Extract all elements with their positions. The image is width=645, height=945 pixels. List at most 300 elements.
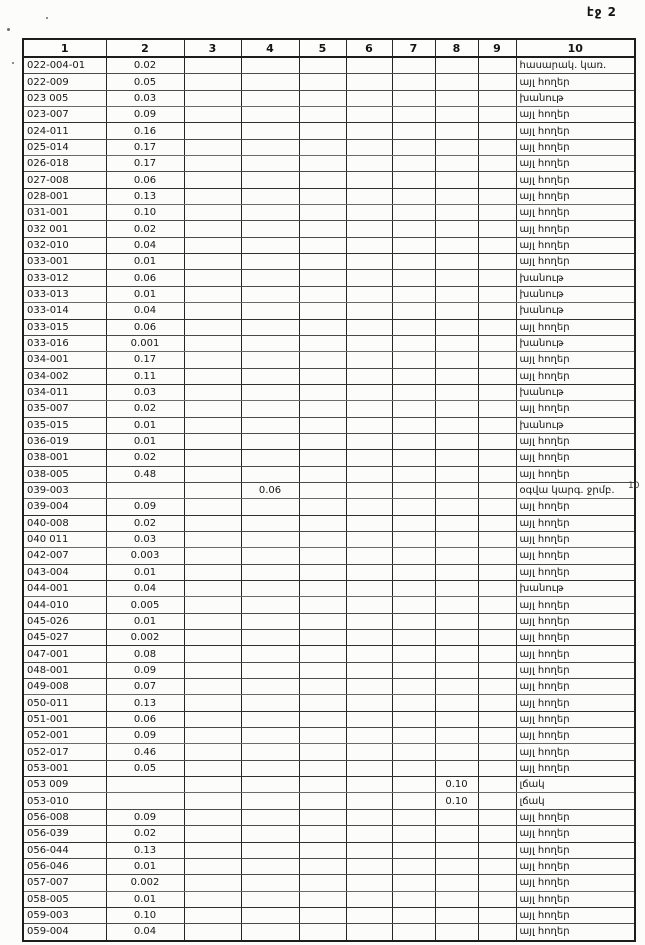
table-row: [23, 760, 635, 776]
land-type-cell: հասարակ. կառ.: [516, 57, 635, 74]
land-type-cell: այլ հողեր: [516, 630, 635, 646]
parcel-code-cell: 033-012: [23, 270, 106, 286]
value-cell: [346, 123, 392, 139]
value-cell: [241, 433, 299, 449]
value-cell: [392, 368, 435, 384]
land-type-cell: խանութ: [516, 335, 635, 351]
value-cell: [299, 531, 346, 547]
value-cell: [184, 695, 241, 711]
value-cell: [478, 777, 516, 793]
value-cell: [299, 107, 346, 123]
value-cell: [478, 139, 516, 155]
value-cell: [346, 760, 392, 776]
parcel-code-cell: 047-001: [23, 646, 106, 662]
table-row: [23, 205, 635, 221]
value-cell: [478, 842, 516, 858]
value-cell: [346, 139, 392, 155]
value-cell: [299, 907, 346, 923]
table-row: [23, 564, 635, 580]
value-cell: 0.01: [106, 286, 184, 302]
value-cell: [241, 107, 299, 123]
value-cell: [392, 466, 435, 482]
value-cell: [241, 57, 299, 74]
value-cell: [392, 760, 435, 776]
value-cell: [435, 188, 478, 204]
value-cell: [392, 695, 435, 711]
value-cell: [478, 450, 516, 466]
value-cell: [346, 417, 392, 433]
parcel-code-cell: 056-044: [23, 842, 106, 858]
value-cell: [392, 188, 435, 204]
value-cell: [346, 221, 392, 237]
land-type-cell: այլ հողեր: [516, 597, 635, 613]
parcel-code-cell: 027-008: [23, 172, 106, 188]
value-cell: 0.09: [106, 499, 184, 515]
value-cell: [478, 548, 516, 564]
value-cell: [346, 303, 392, 319]
land-type-cell: այլ հողեր: [516, 548, 635, 564]
table-row: [23, 711, 635, 727]
parcel-code-cell: 052-017: [23, 744, 106, 760]
table-row: [23, 172, 635, 188]
value-cell: [241, 286, 299, 302]
value-cell: [241, 679, 299, 695]
parcel-code-cell: 033-014: [23, 303, 106, 319]
value-cell: [184, 384, 241, 400]
value-cell: [241, 352, 299, 368]
value-cell: [241, 205, 299, 221]
value-cell: [478, 646, 516, 662]
land-type-cell: այլ հողեր: [516, 646, 635, 662]
value-cell: [478, 630, 516, 646]
column-header: 10: [516, 39, 635, 57]
value-cell: [184, 156, 241, 172]
value-cell: [241, 335, 299, 351]
value-cell: 0.005: [106, 597, 184, 613]
value-cell: [478, 221, 516, 237]
value-cell: [184, 826, 241, 842]
value-cell: [346, 482, 392, 498]
value-cell: [478, 662, 516, 678]
value-cell: [106, 777, 184, 793]
value-cell: [392, 254, 435, 270]
table-row: [23, 630, 635, 646]
value-cell: 0.17: [106, 156, 184, 172]
table-row: [23, 335, 635, 351]
value-cell: [299, 842, 346, 858]
value-cell: 0.04: [106, 303, 184, 319]
value-cell: [184, 907, 241, 923]
value-cell: [478, 172, 516, 188]
value-cell: [435, 842, 478, 858]
parcel-code-cell: 028-001: [23, 188, 106, 204]
value-cell: [241, 760, 299, 776]
value-cell: [346, 695, 392, 711]
value-cell: [435, 744, 478, 760]
value-cell: [346, 254, 392, 270]
value-cell: [184, 270, 241, 286]
table-row: [23, 384, 635, 400]
value-cell: [346, 335, 392, 351]
table-row: [23, 303, 635, 319]
value-cell: [435, 482, 478, 498]
table-row: [23, 548, 635, 564]
value-cell: [299, 858, 346, 874]
land-type-cell: այլ հողեր: [516, 188, 635, 204]
land-type-cell: այլ հողեր: [516, 139, 635, 155]
value-cell: [299, 368, 346, 384]
value-cell: [184, 875, 241, 891]
value-cell: [435, 90, 478, 106]
value-cell: [392, 711, 435, 727]
value-cell: 0.04: [106, 924, 184, 941]
value-cell: [435, 695, 478, 711]
value-cell: 0.09: [106, 662, 184, 678]
parcel-code-cell: 053-001: [23, 760, 106, 776]
value-cell: 0.02: [106, 57, 184, 74]
value-cell: [478, 352, 516, 368]
value-cell: [299, 679, 346, 695]
parcel-code-cell: 034-011: [23, 384, 106, 400]
value-cell: [184, 548, 241, 564]
value-cell: [478, 564, 516, 580]
value-cell: 0.02: [106, 450, 184, 466]
value-cell: [346, 286, 392, 302]
value-cell: 0.13: [106, 695, 184, 711]
table-row: [23, 891, 635, 907]
value-cell: [478, 335, 516, 351]
value-cell: [184, 499, 241, 515]
value-cell: [346, 875, 392, 891]
value-cell: [299, 809, 346, 825]
table-row: [23, 156, 635, 172]
value-cell: [392, 417, 435, 433]
table-row: [23, 57, 635, 74]
parcel-code-cell: 032-010: [23, 237, 106, 253]
value-cell: [346, 891, 392, 907]
value-cell: [241, 662, 299, 678]
value-cell: [299, 286, 346, 302]
value-cell: [478, 156, 516, 172]
value-cell: [346, 466, 392, 482]
parcel-code-cell: 056-008: [23, 809, 106, 825]
value-cell: 0.04: [106, 581, 184, 597]
value-cell: [435, 433, 478, 449]
value-cell: [299, 335, 346, 351]
value-cell: [299, 90, 346, 106]
table-row: [23, 695, 635, 711]
value-cell: [478, 924, 516, 941]
value-cell: [392, 352, 435, 368]
parcel-code-cell: 033-015: [23, 319, 106, 335]
value-cell: [392, 450, 435, 466]
land-type-cell: այլ հողեր: [516, 662, 635, 678]
table-row: [23, 728, 635, 744]
parcel-code-cell: 056-046: [23, 858, 106, 874]
value-cell: [478, 613, 516, 629]
value-cell: 0.05: [106, 760, 184, 776]
value-cell: [392, 482, 435, 498]
value-cell: [299, 172, 346, 188]
parcel-code-cell: 043-004: [23, 564, 106, 580]
table-row: [23, 531, 635, 547]
parcel-code-cell: 023 005: [23, 90, 106, 106]
value-cell: [392, 548, 435, 564]
land-type-cell: այլ հողեր: [516, 450, 635, 466]
value-cell: [241, 139, 299, 155]
value-cell: [346, 548, 392, 564]
value-cell: [435, 679, 478, 695]
value-cell: [435, 564, 478, 580]
value-cell: [478, 891, 516, 907]
value-cell: [435, 515, 478, 531]
value-cell: [184, 188, 241, 204]
parcel-code-cell: 052-001: [23, 728, 106, 744]
value-cell: [346, 858, 392, 874]
land-type-cell: խանութ: [516, 286, 635, 302]
value-cell: [392, 74, 435, 90]
value-cell: [346, 90, 392, 106]
column-header: 9: [478, 39, 516, 57]
table-row: [23, 368, 635, 384]
value-cell: 0.02: [106, 221, 184, 237]
value-cell: [299, 613, 346, 629]
table-row: [23, 793, 635, 809]
value-cell: 0.07: [106, 679, 184, 695]
value-cell: 0.001: [106, 335, 184, 351]
value-cell: [241, 368, 299, 384]
value-cell: [346, 793, 392, 809]
table-row: [23, 662, 635, 678]
parcel-code-cell: 033-013: [23, 286, 106, 302]
parcel-code-cell: 045-027: [23, 630, 106, 646]
value-cell: [184, 858, 241, 874]
value-cell: [241, 858, 299, 874]
value-cell: [478, 760, 516, 776]
value-cell: [299, 156, 346, 172]
parcel-code-cell: 053-010: [23, 793, 106, 809]
value-cell: [346, 450, 392, 466]
value-cell: [241, 891, 299, 907]
value-cell: [299, 205, 346, 221]
value-cell: 0.11: [106, 368, 184, 384]
land-type-cell: այլ հողեր: [516, 499, 635, 515]
value-cell: [392, 433, 435, 449]
value-cell: [435, 286, 478, 302]
value-cell: [299, 875, 346, 891]
value-cell: [392, 809, 435, 825]
value-cell: 0.01: [106, 858, 184, 874]
value-cell: [435, 335, 478, 351]
land-type-cell: այլ հողեր: [516, 368, 635, 384]
value-cell: [435, 139, 478, 155]
land-type-cell: այլ հողեր: [516, 74, 635, 90]
value-cell: [299, 319, 346, 335]
value-cell: [241, 515, 299, 531]
value-cell: [392, 123, 435, 139]
value-cell: [184, 482, 241, 498]
value-cell: [184, 90, 241, 106]
value-cell: 0.13: [106, 842, 184, 858]
table-row: [23, 417, 635, 433]
value-cell: 0.06: [106, 270, 184, 286]
value-cell: [435, 711, 478, 727]
value-cell: [241, 581, 299, 597]
value-cell: [241, 744, 299, 760]
value-cell: 0.03: [106, 90, 184, 106]
value-cell: [478, 515, 516, 531]
value-cell: 0.16: [106, 123, 184, 139]
value-cell: [184, 809, 241, 825]
value-cell: [478, 907, 516, 923]
value-cell: [241, 401, 299, 417]
value-cell: [241, 826, 299, 842]
value-cell: [346, 156, 392, 172]
value-cell: [184, 352, 241, 368]
value-cell: 0.003: [106, 548, 184, 564]
value-cell: [392, 907, 435, 923]
table-row: [23, 254, 635, 270]
value-cell: [299, 548, 346, 564]
land-type-cell: այլ հողեր: [516, 728, 635, 744]
value-cell: [392, 57, 435, 74]
value-cell: [392, 303, 435, 319]
value-cell: [184, 564, 241, 580]
value-cell: [346, 270, 392, 286]
value-cell: [435, 826, 478, 842]
value-cell: [184, 254, 241, 270]
value-cell: [241, 564, 299, 580]
value-cell: [184, 74, 241, 90]
value-cell: 0.09: [106, 728, 184, 744]
scan-speck: [7, 28, 10, 31]
table-row: [23, 581, 635, 597]
value-cell: [435, 205, 478, 221]
land-type-cell: այլ հողեր: [516, 107, 635, 123]
value-cell: [241, 809, 299, 825]
table-row: [23, 107, 635, 123]
value-cell: [478, 107, 516, 123]
land-type-cell: այլ հողեր: [516, 221, 635, 237]
land-type-cell: այլ հողեր: [516, 205, 635, 221]
value-cell: [299, 352, 346, 368]
table-row: [23, 597, 635, 613]
value-cell: [392, 90, 435, 106]
table-row: [23, 466, 635, 482]
value-cell: [435, 450, 478, 466]
land-type-cell: այլ հողեր: [516, 156, 635, 172]
value-cell: [346, 662, 392, 678]
value-cell: [241, 646, 299, 662]
parcel-code-cell: 022-009: [23, 74, 106, 90]
table-row: [23, 433, 635, 449]
value-cell: [299, 728, 346, 744]
value-cell: [435, 858, 478, 874]
table-body: [23, 57, 635, 941]
value-cell: [435, 875, 478, 891]
value-cell: [435, 237, 478, 253]
value-cell: [184, 237, 241, 253]
value-cell: [435, 303, 478, 319]
value-cell: [346, 368, 392, 384]
value-cell: [241, 74, 299, 90]
value-cell: [184, 57, 241, 74]
value-cell: [299, 662, 346, 678]
margin-note: 10: [628, 481, 640, 491]
parcel-code-cell: 038-005: [23, 466, 106, 482]
parcel-code-cell: 059-003: [23, 907, 106, 923]
value-cell: [478, 286, 516, 302]
value-cell: [392, 335, 435, 351]
value-cell: [299, 270, 346, 286]
land-type-cell: այլ հողեր: [516, 564, 635, 580]
value-cell: [346, 384, 392, 400]
value-cell: 0.01: [106, 891, 184, 907]
value-cell: [435, 57, 478, 74]
land-type-cell: այլ հողեր: [516, 744, 635, 760]
value-cell: [392, 156, 435, 172]
land-type-cell: խանութ: [516, 417, 635, 433]
value-cell: [392, 858, 435, 874]
value-cell: [184, 466, 241, 482]
value-cell: [346, 711, 392, 727]
value-cell: 0.01: [106, 254, 184, 270]
value-cell: [478, 695, 516, 711]
value-cell: [299, 646, 346, 662]
value-cell: [478, 433, 516, 449]
land-type-cell: խանութ: [516, 384, 635, 400]
value-cell: 0.03: [106, 384, 184, 400]
value-cell: [299, 891, 346, 907]
value-cell: [392, 270, 435, 286]
value-cell: [241, 237, 299, 253]
value-cell: [392, 777, 435, 793]
value-cell: [184, 319, 241, 335]
table-row: [23, 613, 635, 629]
value-cell: [346, 205, 392, 221]
value-cell: [435, 384, 478, 400]
value-cell: [392, 597, 435, 613]
value-cell: [241, 123, 299, 139]
value-cell: [478, 74, 516, 90]
value-cell: [299, 744, 346, 760]
value-cell: [299, 482, 346, 498]
value-cell: [299, 384, 346, 400]
value-cell: [241, 319, 299, 335]
value-cell: [241, 221, 299, 237]
parcel-code-cell: 057-007: [23, 875, 106, 891]
value-cell: [184, 662, 241, 678]
table-row: [23, 286, 635, 302]
value-cell: [478, 270, 516, 286]
value-cell: [241, 531, 299, 547]
value-cell: [346, 531, 392, 547]
land-type-cell: այլ հողեր: [516, 891, 635, 907]
value-cell: [184, 417, 241, 433]
value-cell: [435, 172, 478, 188]
table-row: [23, 270, 635, 286]
parcel-code-cell: 039-004: [23, 499, 106, 515]
value-cell: [299, 777, 346, 793]
value-cell: [184, 433, 241, 449]
table-row: [23, 646, 635, 662]
table-row: [23, 777, 635, 793]
value-cell: [392, 205, 435, 221]
value-cell: [299, 924, 346, 941]
value-cell: 0.04: [106, 237, 184, 253]
value-cell: [184, 793, 241, 809]
parcel-code-cell: 026-018: [23, 156, 106, 172]
